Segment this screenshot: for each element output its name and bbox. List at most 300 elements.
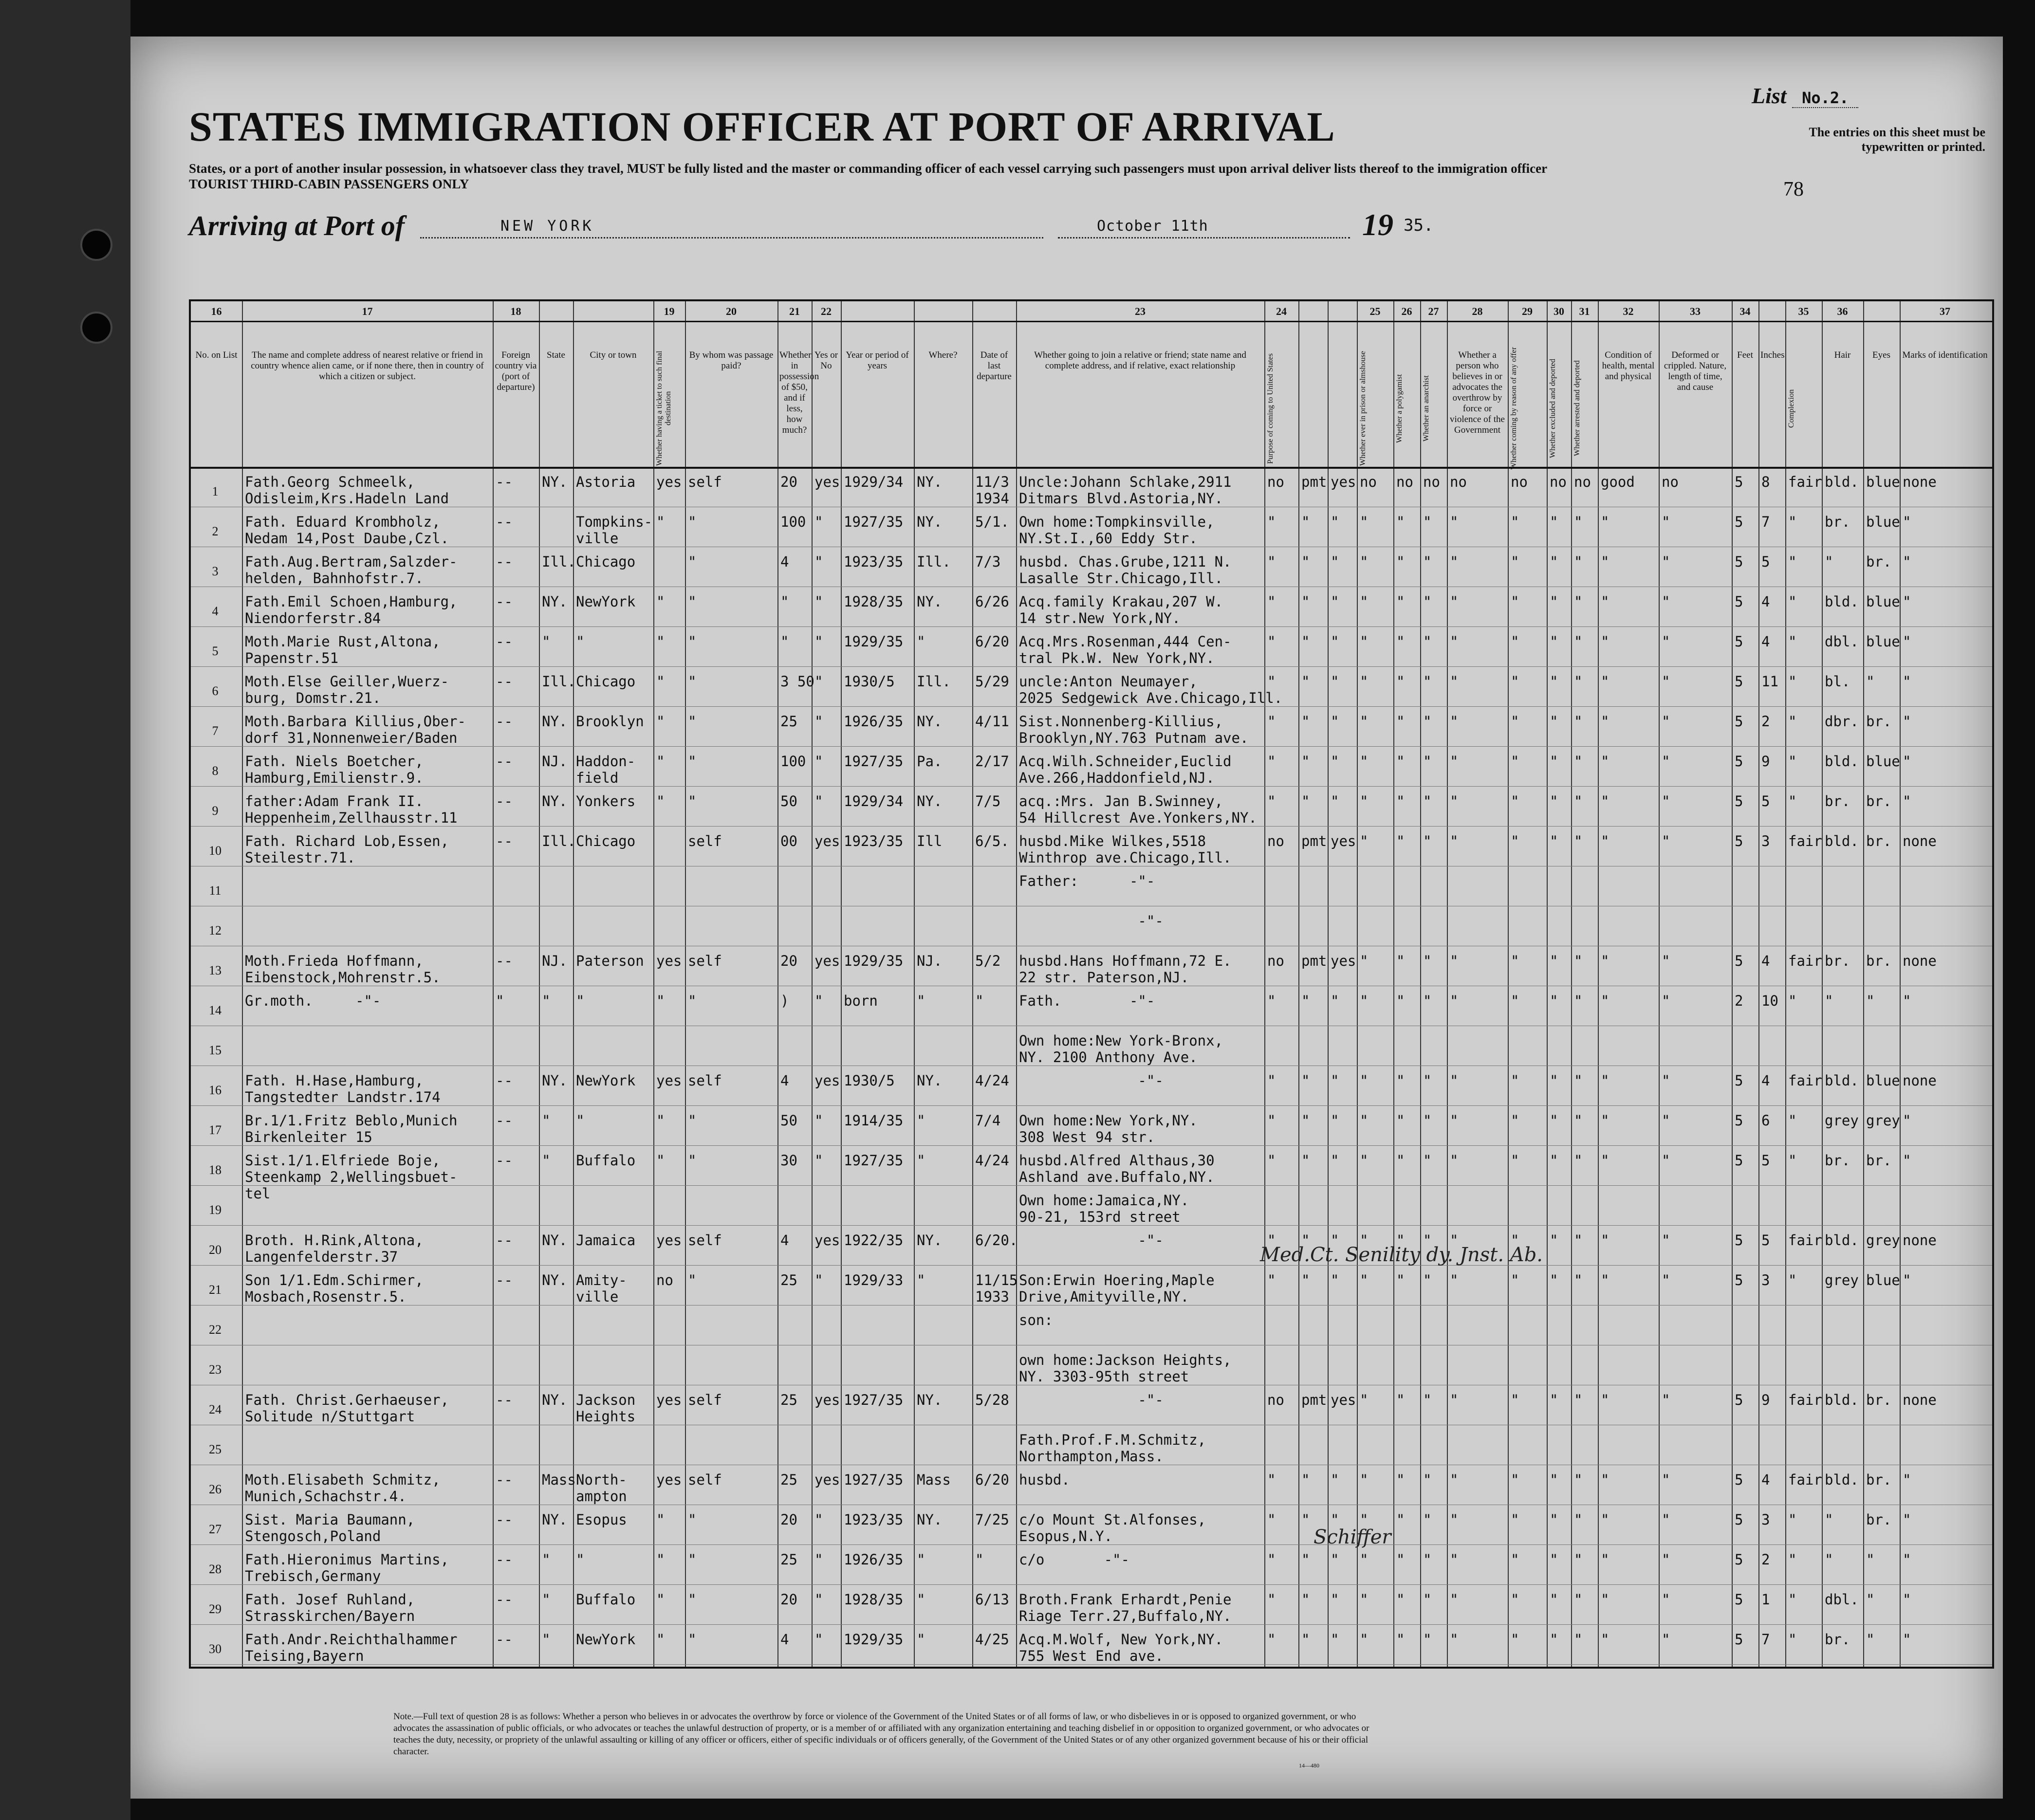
row-number: 20 (209, 1243, 222, 1257)
table-cell-money: 4 (780, 1072, 789, 1089)
column-header: Whether in possession of $50, and if less, how much? (779, 350, 819, 435)
table-cell-excl: " (1550, 1631, 1558, 1648)
table-cell-anar: " (1423, 1631, 1432, 1648)
table-cell-eyes: blue (1866, 474, 1900, 490)
table-cell-eyes: br. (1866, 1152, 1892, 1169)
table-cell-prison: " (1360, 593, 1369, 610)
row-number: 3 (212, 564, 219, 578)
table-cell-state: " (542, 1152, 551, 1169)
table-cell-arr: no (1574, 474, 1591, 490)
column-header: No. on List (195, 350, 238, 360)
table-cell-prison: " (1360, 1072, 1369, 1089)
row-rule (191, 746, 1992, 747)
table-cell-arr: " (1574, 1392, 1583, 1408)
table-cell-deform: " (1662, 713, 1670, 730)
table-cell-arr: " (1574, 793, 1583, 809)
table-cell-dep: " (975, 993, 984, 1009)
table-cell-hair: bl. (1825, 673, 1850, 690)
table-cell-via: -- (496, 514, 513, 530)
column-divider (1508, 301, 1509, 1667)
table-cell-in: 4 (1761, 593, 1770, 610)
row-number: 10 (209, 844, 222, 858)
table-cell-len: " (1301, 993, 1310, 1009)
table-cell-before: " (814, 1511, 823, 1528)
table-cell-eyes: blue (1866, 514, 1900, 530)
table-cell-before: yes (814, 474, 840, 490)
table-cell-where: NY. (917, 514, 943, 530)
table-cell-purpose: no (1267, 474, 1284, 490)
table-cell-eyes: " (1866, 993, 1875, 1009)
table-cell-len: " (1301, 1471, 1310, 1488)
table-cell-in: 8 (1761, 474, 1770, 490)
table-cell-dep: 7/25 (975, 1511, 1009, 1528)
table-cell-via: -- (496, 1511, 513, 1528)
table-cell-city: Chicago (576, 833, 636, 849)
table-cell-in: 3 (1761, 833, 1770, 849)
column-header: Eyes (1872, 350, 1890, 360)
row-number: 19 (209, 1203, 222, 1217)
table-cell-city: Astoria (576, 474, 636, 490)
table-cell-years: 1929/33 (844, 1272, 904, 1288)
table-cell-offer: " (1511, 1272, 1519, 1288)
table-cell-city: " (576, 633, 585, 650)
column-divider (1598, 301, 1599, 1667)
table-cell-prison: " (1360, 1511, 1369, 1528)
table-cell-eyes: blue (1866, 593, 1900, 610)
table-cell-in: 2 (1761, 713, 1770, 730)
column-divider (493, 301, 494, 1667)
table-cell-ft: 5 (1735, 1551, 1743, 1568)
table-cell-rel: Fath. Eduard Krombholz, Nedam 14,Post Daube,Czl. (245, 514, 449, 547)
table-cell-money: ) (780, 993, 789, 1009)
table-cell-money: 100 (780, 514, 806, 530)
table-cell-prison: " (1360, 953, 1369, 969)
table-cell-comp: " (1788, 793, 1797, 809)
table-cell-marks: " (1903, 1272, 1911, 1288)
table-cell-eyes: br. (1866, 793, 1892, 809)
table-cell-offer: " (1511, 593, 1519, 610)
column-divider (1900, 301, 1901, 1667)
table-cell-state: NY. (542, 713, 568, 730)
table-cell-join: Own home:New York,NY. 308 West 94 str. (1019, 1112, 1198, 1145)
table-cell-prison: " (1360, 1471, 1369, 1488)
table-cell-dep: 4/24 (975, 1152, 1009, 1169)
table-cell-years: 1923/35 (844, 833, 904, 849)
table-cell-via: -- (496, 474, 513, 490)
row-rule (191, 1265, 1992, 1266)
table-cell-prison: " (1360, 1272, 1369, 1288)
table-cell-hair: br. (1825, 1631, 1850, 1648)
table-cell-years: 1929/35 (844, 633, 904, 650)
table-cell-in: 4 (1761, 633, 1770, 650)
table-cell-health: " (1601, 1591, 1610, 1608)
row-number: 4 (212, 604, 219, 618)
table-cell-before: " (814, 514, 823, 530)
table-cell-eyes: blue (1866, 1272, 1900, 1288)
table-cell-eyes: " (1866, 1591, 1875, 1608)
row-rule (191, 1145, 1992, 1146)
column-header: Foreign country via (port of departure) (495, 350, 537, 392)
table-cell-in: 7 (1761, 514, 1770, 530)
table-cell-paid: " (688, 1272, 697, 1288)
table-cell-health: " (1601, 1152, 1610, 1169)
table-cell-ticket: " (656, 1591, 665, 1608)
table-cell-citizen: " (1331, 1232, 1339, 1249)
table-cell-anar: " (1423, 1152, 1432, 1169)
table-cell-ticket: " (656, 1152, 665, 1169)
table-cell-money: 25 (780, 1551, 797, 1568)
table-cell-hair: bld. (1825, 753, 1859, 770)
table-cell-rel: Fath. Josef Ruhland, Strasskirchen/Bayern (245, 1591, 415, 1624)
table-cell-arr: " (1574, 953, 1583, 969)
table-cell-marks: none (1903, 953, 1937, 969)
table-cell-paid: " (688, 993, 697, 1009)
table-cell-hair: " (1825, 553, 1833, 570)
table-cell-purpose: " (1267, 1232, 1276, 1249)
port-value: NEW YORK (500, 218, 594, 235)
table-cell-offer: " (1511, 1471, 1519, 1488)
table-cell-where: Ill. (917, 553, 951, 570)
table-cell-ticket: " (656, 514, 665, 530)
table-cell-join: -"- (1019, 1232, 1164, 1249)
table-cell-in: 5 (1761, 1152, 1770, 1169)
table-cell-q28: no (1450, 474, 1467, 490)
form-number: 14—480 (1299, 1762, 1319, 1769)
table-cell-ticket: yes (656, 953, 682, 969)
table-cell-health: " (1601, 1112, 1610, 1129)
table-cell-purpose: " (1267, 673, 1276, 690)
table-cell-health: " (1601, 793, 1610, 809)
table-cell-state: " (542, 633, 551, 650)
row-rule (191, 1185, 1992, 1186)
table-cell-q28: " (1450, 633, 1459, 650)
table-cell-excl: " (1550, 713, 1558, 730)
column-header: Whether arrested and deported (1573, 360, 1581, 457)
table-cell-q28: " (1450, 1272, 1459, 1288)
column-number: 25 (1369, 305, 1381, 317)
table-cell-marks: " (1903, 753, 1911, 770)
table-cell-money: 20 (780, 1511, 797, 1528)
table-cell-q28: " (1450, 1392, 1459, 1408)
column-header: By whom was passage paid? (689, 350, 774, 371)
column-header: Yes or No (814, 350, 838, 371)
table-cell-ticket: " (656, 633, 665, 650)
column-header: The name and complete address of nearest relative or friend in country whence alien came, or if none there, then in country of which a citizen or subject. (251, 350, 484, 382)
table-cell-q28: " (1450, 1631, 1459, 1648)
column-divider (539, 301, 540, 1667)
table-cell-poly: " (1396, 1272, 1405, 1288)
row-number: 13 (209, 963, 222, 977)
table-cell-city: Haddon- field (576, 753, 636, 786)
table-cell-poly: " (1396, 1232, 1405, 1249)
table-cell-rel: Moth.Barbara Killius,Ober- dorf 31,Nonnenweier/Baden (245, 713, 466, 746)
table-cell-purpose: no (1267, 953, 1284, 969)
table-cell-deform: " (1662, 514, 1670, 530)
table-cell-state: NY. (542, 793, 568, 809)
row-number: 24 (209, 1402, 222, 1416)
table-cell-state: NY. (542, 1392, 568, 1408)
column-divider (1298, 301, 1299, 1667)
table-cell-city: Jackson Heights (576, 1392, 636, 1425)
column-divider (653, 301, 654, 1667)
table-cell-paid: " (688, 514, 697, 530)
table-cell-marks: " (1903, 1511, 1911, 1528)
table-cell-arr: " (1574, 1272, 1583, 1288)
table-cell-prison: " (1360, 1232, 1369, 1249)
table-cell-deform: " (1662, 993, 1670, 1009)
column-number: 36 (1837, 305, 1848, 317)
table-cell-excl: " (1550, 753, 1558, 770)
table-cell-poly: " (1396, 1392, 1405, 1408)
table-cell-years: 1930/5 (844, 673, 895, 690)
table-cell-money: 25 (780, 1471, 797, 1488)
table-cell-via: -- (496, 953, 513, 969)
table-cell-ft: 5 (1735, 1272, 1743, 1288)
table-cell-city: " (576, 993, 585, 1009)
table-cell-state: NY. (542, 1511, 568, 1528)
column-divider (1264, 301, 1265, 1667)
table-cell-where: NY. (917, 593, 943, 610)
column-number: 29 (1522, 305, 1533, 317)
table-cell-via: " (496, 993, 504, 1009)
row-rule (191, 1225, 1992, 1226)
table-cell-state: NY. (542, 1232, 568, 1249)
table-cell-money: 25 (780, 1392, 797, 1408)
table-cell-eyes: grey (1866, 1232, 1900, 1249)
table-cell-prison: " (1360, 713, 1369, 730)
column-header: Year or period of years (846, 350, 909, 371)
table-cell-purpose: " (1267, 514, 1276, 530)
table-cell-paid: self (688, 1471, 722, 1488)
table-cell-deform: " (1662, 833, 1670, 849)
table-cell-marks: " (1903, 1471, 1911, 1488)
table-cell-comp: " (1788, 753, 1797, 770)
table-cell-rel: Fath. Niels Boetcher, Hamburg,Emilienstr.9. (245, 753, 424, 786)
column-number: 33 (1690, 305, 1701, 317)
table-cell-comp: " (1788, 553, 1797, 570)
table-cell-purpose: " (1267, 993, 1276, 1009)
table-cell-join: Acq.M.Wolf, New York,NY. 755 West End ave. (1019, 1631, 1223, 1664)
table-cell-q28: " (1450, 953, 1459, 969)
table-cell-poly: " (1396, 1631, 1405, 1648)
table-cell-via: -- (496, 1392, 513, 1408)
table-cell-deform: " (1662, 673, 1670, 690)
table-cell-in: 9 (1761, 753, 1770, 770)
table-cell-deform: " (1662, 1471, 1670, 1488)
table-cell-arr: " (1574, 993, 1583, 1009)
column-number: 35 (1798, 305, 1809, 317)
table-cell-anar: " (1423, 633, 1432, 650)
table-cell-anar: " (1423, 793, 1432, 809)
table-cell-excl: " (1550, 553, 1558, 570)
table-cell-purpose: " (1267, 1471, 1276, 1488)
table-cell-comp: " (1788, 713, 1797, 730)
table-cell-in: 4 (1761, 1471, 1770, 1488)
table-cell-len: " (1301, 1272, 1310, 1288)
year-prefix: 19 (1362, 207, 1393, 242)
table-cell-city: Buffalo (576, 1591, 636, 1608)
table-cell-rel: Fath.Aug.Bertram,Salzder- helden, Bahnhofstr.7. (245, 553, 458, 587)
table-cell-in: 10 (1761, 993, 1778, 1009)
manifest-sheet (130, 37, 2003, 1799)
table-cell-ft: 5 (1735, 633, 1743, 650)
row-number: 26 (209, 1482, 222, 1496)
table-cell-purpose: " (1267, 1511, 1276, 1528)
table-cell-anar: " (1423, 553, 1432, 570)
table-cell-before: yes (814, 833, 840, 849)
table-cell-anar: " (1423, 1392, 1432, 1408)
column-number: 27 (1428, 305, 1439, 317)
column-divider (1571, 301, 1572, 1667)
column-header: Whether having a ticket to such final destination (655, 350, 672, 466)
row-rule (191, 706, 1992, 707)
column-number: 31 (1579, 305, 1590, 317)
row-number: 8 (212, 764, 219, 778)
table-cell-citizen: " (1331, 1631, 1339, 1648)
table-cell-rel: Sist. Maria Baumann, Stengosch,Poland (245, 1511, 415, 1544)
table-cell-offer: " (1511, 753, 1519, 770)
table-cell-paid: self (688, 1392, 722, 1408)
table-cell-prison: " (1360, 993, 1369, 1009)
table-cell-deform: " (1662, 593, 1670, 610)
table-cell-ticket: yes (656, 1471, 682, 1488)
table-cell-city: NewYork (576, 593, 636, 610)
table-cell-deform: " (1662, 1511, 1670, 1528)
table-cell-in: 3 (1761, 1272, 1770, 1288)
row-rule (191, 786, 1992, 787)
table-cell-join: Son:Erwin Hoering,Maple Drive,Amityville,NY. (1019, 1272, 1215, 1305)
table-cell-len: " (1301, 593, 1310, 610)
row-number: 1 (212, 484, 219, 498)
table-cell-rel: Broth. H.Rink,Altona, Langenfelderstr.37 (245, 1232, 424, 1265)
table-cell-via: -- (496, 1152, 513, 1169)
table-cell-marks: " (1903, 593, 1911, 610)
table-cell-years: 1926/35 (844, 713, 904, 730)
table-cell-offer: " (1511, 1631, 1519, 1648)
column-header: Whether going to join a relative or friend; state name and complete address, and if relative, exact relationship (1034, 350, 1246, 371)
table-cell-rel: Moth.Frieda Hoffmann, Eibenstock,Mohrenstr.5. (245, 953, 441, 986)
table-cell-len: " (1301, 1631, 1310, 1648)
column-header: Deformed or crippled. Nature, length of time, and cause (1664, 350, 1727, 392)
table-cell-dep: 6/26 (975, 593, 1009, 610)
table-cell-ticket: " (656, 993, 665, 1009)
table-cell-before: " (814, 1591, 823, 1608)
table-cell-q28: " (1450, 993, 1459, 1009)
table-cell-comp: " (1788, 633, 1797, 650)
table-cell-via: -- (496, 1112, 513, 1129)
manifest-table (189, 299, 1994, 1669)
table-cell-prison: " (1360, 514, 1369, 530)
table-cell-state: " (542, 1591, 551, 1608)
table-cell-join: husbd.Alfred Althaus,30 Ashland ave.Buffalo,NY. (1019, 1152, 1215, 1185)
table-cell-join: -"- (1019, 913, 1164, 929)
table-cell-years: 1928/35 (844, 593, 904, 610)
table-cell-anar: " (1423, 1511, 1432, 1528)
table-cell-citizen: yes (1331, 833, 1356, 849)
table-cell-purpose: " (1267, 753, 1276, 770)
table-cell-arr: " (1574, 514, 1583, 530)
column-number: 19 (664, 305, 675, 317)
table-cell-comp: " (1788, 1112, 1797, 1129)
table-cell-city: Chicago (576, 553, 636, 570)
table-cell-comp: fair (1788, 1072, 1822, 1089)
table-cell-state: " (542, 1551, 551, 1568)
table-cell-len: " (1301, 1551, 1310, 1568)
row-rule (191, 1544, 1992, 1545)
table-cell-deform: " (1662, 1591, 1670, 1608)
table-cell-city: NewYork (576, 1072, 636, 1089)
table-cell-excl: " (1550, 1591, 1558, 1608)
table-cell-via: -- (496, 1471, 513, 1488)
table-cell-citizen: " (1331, 553, 1339, 570)
row-rule (191, 666, 1992, 667)
table-cell-marks: " (1903, 673, 1911, 690)
table-cell-q28: " (1450, 1112, 1459, 1129)
table-cell-in: 6 (1761, 1112, 1770, 1129)
table-cell-dep: 4/25 (975, 1631, 1009, 1648)
table-cell-rel: Fath.Georg Schmeelk, Odisleim,Krs.Hadeln Land (245, 474, 449, 507)
table-cell-poly: " (1396, 673, 1405, 690)
table-cell-ticket: " (656, 713, 665, 730)
table-cell-anar: " (1423, 953, 1432, 969)
table-cell-anar: " (1423, 1112, 1432, 1129)
table-cell-marks: none (1903, 1072, 1937, 1089)
table-cell-paid: " (688, 1631, 697, 1648)
row-number: 12 (209, 923, 222, 938)
table-cell-ft: 5 (1735, 1471, 1743, 1488)
table-cell-ticket: yes (656, 474, 682, 490)
column-header: City or town (590, 350, 637, 360)
table-cell-where: NY. (917, 1392, 943, 1408)
table-cell-arr: " (1574, 1631, 1583, 1648)
table-cell-deform: " (1662, 1272, 1670, 1288)
table-cell-excl: " (1550, 793, 1558, 809)
table-cell-excl: " (1550, 993, 1558, 1009)
column-divider (841, 301, 842, 1667)
table-cell-eyes: " (1866, 1551, 1875, 1568)
table-cell-ticket: " (656, 753, 665, 770)
table-cell-excl: " (1550, 1511, 1558, 1528)
table-cell-anar: " (1423, 1591, 1432, 1608)
table-cell-deform: " (1662, 1551, 1670, 1568)
table-cell-years: 1923/35 (844, 553, 904, 570)
table-cell-len: " (1301, 713, 1310, 730)
table-cell-via: -- (496, 1551, 513, 1568)
table-cell-money: 50 (780, 1112, 797, 1129)
row-rule (191, 1584, 1992, 1585)
table-cell-poly: " (1396, 1072, 1405, 1089)
table-cell-paid: " (688, 1112, 697, 1129)
table-cell-where: Ill (917, 833, 943, 849)
table-cell-city: " (576, 1112, 585, 1129)
table-cell-via: -- (496, 1232, 513, 1249)
table-cell-ft: 5 (1735, 1112, 1743, 1129)
table-cell-years: 1929/35 (844, 1631, 904, 1648)
table-cell-citizen: " (1331, 1471, 1339, 1488)
table-cell-join: Own home:Jamaica,NY. 90-21, 153rd street (1019, 1192, 1189, 1225)
table-cell-hair: bld. (1825, 833, 1859, 849)
table-cell-rel: Gr.moth. -"- (245, 993, 381, 1009)
row-number: 17 (209, 1123, 222, 1137)
table-cell-citizen: " (1331, 673, 1339, 690)
table-cell-dep: " (975, 1551, 984, 1568)
column-divider (242, 301, 243, 1667)
table-cell-before: " (814, 633, 823, 650)
row-number: 29 (209, 1602, 222, 1616)
table-cell-where: Mass (917, 1471, 951, 1488)
table-cell-money: 50 (780, 793, 797, 809)
table-cell-deform: " (1662, 1392, 1670, 1408)
